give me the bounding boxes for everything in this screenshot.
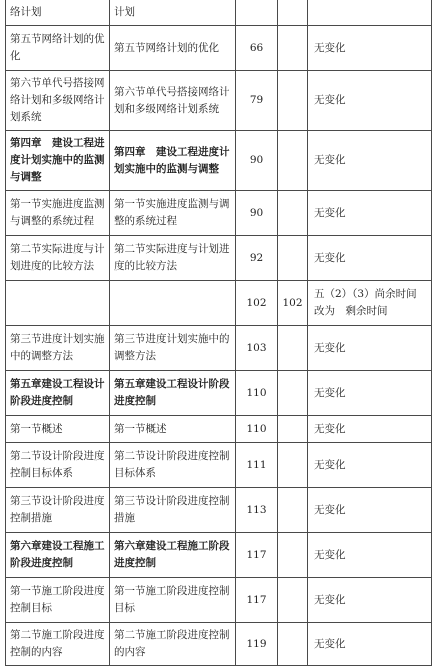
cell-new-page (278, 326, 308, 371)
cell-new-page (278, 236, 308, 281)
cell-change-note: 无变化 (308, 371, 432, 416)
cell-old-section-title: 第二节施工阶段进度控制的内容 (6, 623, 110, 666)
cell-new-section-title: 第六章建设工程施工阶段进度控制 (110, 533, 236, 578)
cell-new-section-title: 第六节单代号搭接网络计划和多级网络计划系统 (110, 71, 236, 131)
cell-new-page (278, 533, 308, 578)
cell-new-page (278, 623, 308, 666)
cell-old-page: 92 (236, 236, 278, 281)
cell-new-page (278, 191, 308, 236)
cell-change-note: 无变化 (308, 26, 432, 71)
cell-old-page: 102 (236, 281, 278, 326)
cell-new-section-title: 第二节施工阶段进度控制的内容 (110, 623, 236, 666)
cell-old-section-title (6, 281, 110, 326)
cell-change-note: 无变化 (308, 236, 432, 281)
cell-change-note: 五（2）（3）尚余时间改为 剩余时间 (308, 281, 432, 326)
cell-old-section-title: 第五章建设工程设计阶段进度控制 (6, 371, 110, 416)
cell-change-note: 无变化 (308, 578, 432, 623)
cell-old-page: 117 (236, 578, 278, 623)
cell-change-note: 无变化 (308, 488, 432, 533)
cell-old-page: 113 (236, 488, 278, 533)
cell-old-section-title: 第一节概述 (6, 416, 110, 443)
cell-new-section-title: 第二节实际进度与计划进度的比较方法 (110, 236, 236, 281)
table-row (6, 0, 432, 26)
cell-old-section-title: 第一节施工阶段进度控制目标 (6, 578, 110, 623)
cell-old-page: 90 (236, 191, 278, 236)
cell-old-section-title: 第五节网络计划的优化 (6, 26, 110, 71)
cell-change-note: 无变化 (308, 71, 432, 131)
cell-new-section-title: 第二节设计阶段进度控制目标体系 (110, 443, 236, 488)
cell-old-page: 119 (236, 623, 278, 666)
cell-new-page (278, 371, 308, 416)
table-row (6, 236, 432, 281)
cell-old-page: 66 (236, 26, 278, 71)
cell-new-section-title: 第一节概述 (110, 416, 236, 443)
table-row (6, 71, 432, 131)
cell-change-note: 无变化 (308, 131, 432, 191)
table-row (6, 131, 432, 191)
cell-old-section-title: 第二节设计阶段进度控制目标体系 (6, 443, 110, 488)
cell-old-section-title: 第四章 建设工程进度计划实施中的监测与调整 (6, 131, 110, 191)
cell-old-section-title: 第六节单代号搭接网络计划和多级网络计划系统 (6, 71, 110, 131)
cell-new-page (278, 26, 308, 71)
cell-new-section-title: 第一节施工阶段进度控制目标 (110, 578, 236, 623)
cell-old-page: 117 (236, 533, 278, 578)
cell-new-section-title (110, 281, 236, 326)
table-row (6, 443, 432, 488)
revision-table (5, 0, 432, 666)
cell-change-note: 无变化 (308, 623, 432, 666)
cell-old-page: 90 (236, 131, 278, 191)
cell-new-section-title: 第一节实施进度监测与调整的系统过程 (110, 191, 236, 236)
cell-old-page: 79 (236, 71, 278, 131)
cell-new-section-title: 第五节网络计划的优化 (110, 26, 236, 71)
table-body (6, 0, 432, 666)
table-row (6, 416, 432, 443)
cell-old-section-title: 第六章建设工程施工阶段进度控制 (6, 533, 110, 578)
cell-new-page (278, 71, 308, 131)
cell-new-page (278, 443, 308, 488)
cell-new-section-title: 第五章建设工程设计阶段进度控制 (110, 371, 236, 416)
cell-new-page (278, 416, 308, 443)
table-row (6, 26, 432, 71)
cell-old-section-title: 第一节实施进度监测与调整的系统过程 (6, 191, 110, 236)
cell-old-page: 103 (236, 326, 278, 371)
cell-new-section-title: 第四章 建设工程进度计划实施中的监测与调整 (110, 131, 236, 191)
cell-new-page: 102 (278, 281, 308, 326)
table-row (6, 578, 432, 623)
table-row (6, 281, 432, 326)
cell-new-page (278, 0, 308, 26)
cell-change-note: 无变化 (308, 326, 432, 371)
cell-old-section-title: 第三节进度计划实施中的调整方法 (6, 326, 110, 371)
cell-change-note: 无变化 (308, 416, 432, 443)
cell-new-section-title: 第三节设计阶段进度控制措施 (110, 488, 236, 533)
cell-old-page (236, 0, 278, 26)
cell-new-page (278, 131, 308, 191)
table-row (6, 326, 432, 371)
cell-old-page: 110 (236, 371, 278, 416)
cell-new-page (278, 578, 308, 623)
cell-change-note: 无变化 (308, 443, 432, 488)
cell-old-section-title: 络计划 (6, 0, 110, 26)
table-row (6, 533, 432, 578)
cell-change-note: 无变化 (308, 191, 432, 236)
cell-new-section-title: 计划 (110, 0, 236, 26)
cell-old-section-title: 第二节实际进度与计划进度的比较方法 (6, 236, 110, 281)
cell-old-section-title: 第三节设计阶段进度控制措施 (6, 488, 110, 533)
cell-old-page: 110 (236, 416, 278, 443)
cell-new-page (278, 488, 308, 533)
cell-old-page: 111 (236, 443, 278, 488)
cell-new-section-title: 第三节进度计划实施中的调整方法 (110, 326, 236, 371)
table-row (6, 488, 432, 533)
cell-change-note: 无变化 (308, 533, 432, 578)
table-row (6, 191, 432, 236)
cell-change-note (308, 0, 432, 26)
table-row (6, 371, 432, 416)
table-row (6, 623, 432, 666)
